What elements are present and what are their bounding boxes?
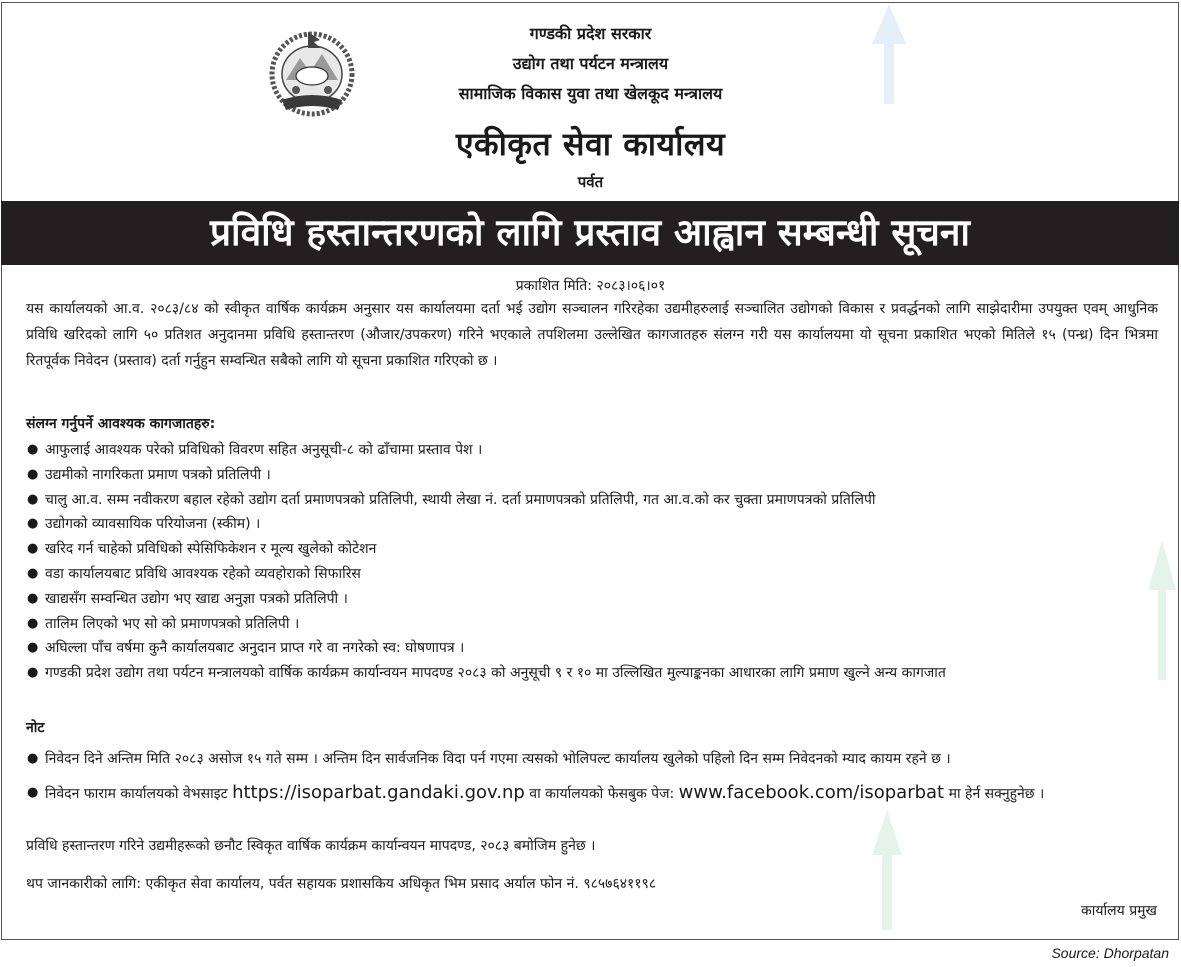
bullet-icon: ● [27,640,39,656]
bullet-icon: ● [27,466,39,482]
contact-info-line: थप जानकारीको लागि: एकीकृत सेवा कार्यालय, पर्वत सहायक प्रशासकिय अधिकृत भिम प्रसाद अर्याल फोन नं. ९८५७६४११९८ [26,876,657,892]
district-heading: पर्वत [577,173,604,191]
list-item [26,746,1158,772]
list-item [26,780,1158,807]
list-item [26,438,1158,463]
document-text: तालिम लिएको भए सो को प्रमाणपत्रको प्रतिलिपी । [45,615,300,632]
watermark-arrow-icon [872,810,902,930]
note-deadline-text: निवेदन दिने अन्तिम मिति २०८३ असोज १५ गते सम्म । अन्तिम दिन सार्वजनिक विदा पर्न गएमा त्यसको भोलिपल्ट कार्यालय खुलेको पहिलो दिन सम्म निवेदनको म्याद कायम रहने छ । [45,751,951,767]
note-form-middle: वा कार्यालयको फेसबुक पेज: [529,786,675,802]
selection-criteria-line: प्रविधि हस्तान्तरण गरिने उद्यमीहरूको छनौट स्विकृत वार्षिक कार्यक्रम कार्यान्वयन मापदण्ड, २०८३ बमोजिम हुनेछ । [26,838,596,854]
list-item [26,512,1158,537]
bullet-icon: ● [27,565,39,581]
document-text: खरिद गर्न चाहेको प्रविधिको स्पेसिफिकेशन र मूल्य खुलेको कोटेशन [45,541,377,558]
source-credit: Source: Dhorpatan [1051,945,1169,961]
document-text: चालु आ.व. सम्म नवीकरण बहाल रहेको उद्योग दर्ता प्रमाणपत्रको प्रतिलिपी, स्थायी लेखा नं. दर्ता प्रमाणपत्रको प्रतिलिपी, गत आ.व.को कर चुक्ता प्रमाणपत्रको प्रतिलिपी [45,491,876,508]
list-item [26,488,1158,513]
ministry-industry-heading: उद्योग तथा पर्यटन मन्त्रालय [512,54,669,73]
document-text: उद्यमीको नागरिकता प्रमाण पत्रको प्रतिलिपी । [45,466,271,483]
province-government-heading: गण्डकी प्रदेश सरकार [529,24,652,43]
list-item [26,562,1158,587]
document-text: उद्योगको व्यावसायिक परियोजना (स्कीम) । [45,516,261,533]
office-chief-signature: कार्यालय प्रमुख [1081,903,1157,919]
documents-heading: संलग्न गर्नुपर्ने आवश्यक कागजातहरु: [26,416,216,432]
note-heading: नोट [26,720,45,736]
note-form-suffix: मा हेर्न सक्नुहुनेछ । [948,786,1045,802]
bullet-icon: ● [27,785,39,800]
intro-paragraph: यस कार्यालयको आ.व. २०८३/८४ को स्वीकृत वार्षिक कार्यक्रम अनुसार यस कार्यालयमा दर्ता भई उद्योग सञ्चालन गरिरहेका उद्यमीहरुलाई सञ्चालित उद्योगको विकास र प्रवर्द्धनको लागि साझेदारीमा उपयुक्त एवम् आधुनिक प्रविधि खरिदको लागि ५० प्रतिशत अनुदानमा प्रविधि हस्तान्तरण (औजार/उपकरण) गरिने भएकाले तपशिलमा उल्लेखित कागजातहरु संलग्न गरी यस कार्यालयमा यो सूचना प्रकाशित भएको मितिले १५ (पन्ध्र) दिन भित्रमा रितपूर्वक निवेदन (प्रस्ताव) दर्ता गर्नुहुन सम्वन्धित सबैको लागि यो सूचना प्रकाशित गरिएको छ । [26,301,1158,369]
bullet-icon: ● [27,541,39,557]
note-form-prefix: निवेदन फाराम कार्यालयको वेभसाइट [45,786,228,802]
list-item [26,463,1158,488]
bullet-icon: ● [27,665,39,681]
list-item [26,661,1158,686]
bullet-icon: ● [27,751,39,766]
notes-list [26,746,1158,807]
document-text: आफुलाई आवश्यक परेको प्रविधिको विवरण सहित अनुसूची-८ को ढाँचामा प्रस्ताव पेश । [45,442,483,458]
list-item [26,612,1158,637]
list-item [26,537,1158,562]
bullet-icon: ● [27,442,39,457]
ministry-social-heading: सामाजिक विकास युवा तथा खेलकूद मन्त्रालय [458,84,723,103]
bullet-icon: ● [27,590,39,606]
document-text: गण्डकी प्रदेश उद्योग तथा पर्यटन मन्त्रालयको वार्षिक कार्यक्रम कार्यान्वयन मापदण्ड २०८३ को अनुसूची ९ र १० मा उल्लिखित मुल्याङ्कनका आधारका लागि प्रमाण खुल्ने अन्य कागजात [45,665,946,682]
document-text: खाद्यसँग सम्वन्धित उद्योग भए खाद्य अनुज्ञा पत्रको प्रतिलिपी । [45,590,348,607]
bullet-icon: ● [27,491,39,507]
bullet-icon: ● [27,615,39,631]
bullet-icon: ● [27,516,39,532]
list-item [26,587,1158,612]
list-item [26,636,1158,661]
facebook-link[interactable]: www.facebook.com/isoparbat [678,782,945,803]
published-date: प्रकाशित मिति: २०८३।०६।०१ [515,278,666,294]
documents-list [26,438,1158,686]
office-name-heading: एकीकृत सेवा कार्यालय [455,125,726,163]
notice-title-banner: प्रविधि हस्तान्तरणको लागि प्रस्ताव आह्वान सम्बन्धी सूचना [1,201,1179,265]
document-text: वडा कार्यालयबाट प्रविधि आवश्यक रहेको व्यवहोराको सिफारिस [45,565,361,582]
website-link[interactable]: https://isoparbat.gandaki.gov.np [232,782,525,803]
document-text: अघिल्ला पाँच वर्षमा कुनै कार्यालयबाट अनुदान प्राप्त गरे वा नगरेको स्व: घोषणापत्र । [45,640,465,657]
